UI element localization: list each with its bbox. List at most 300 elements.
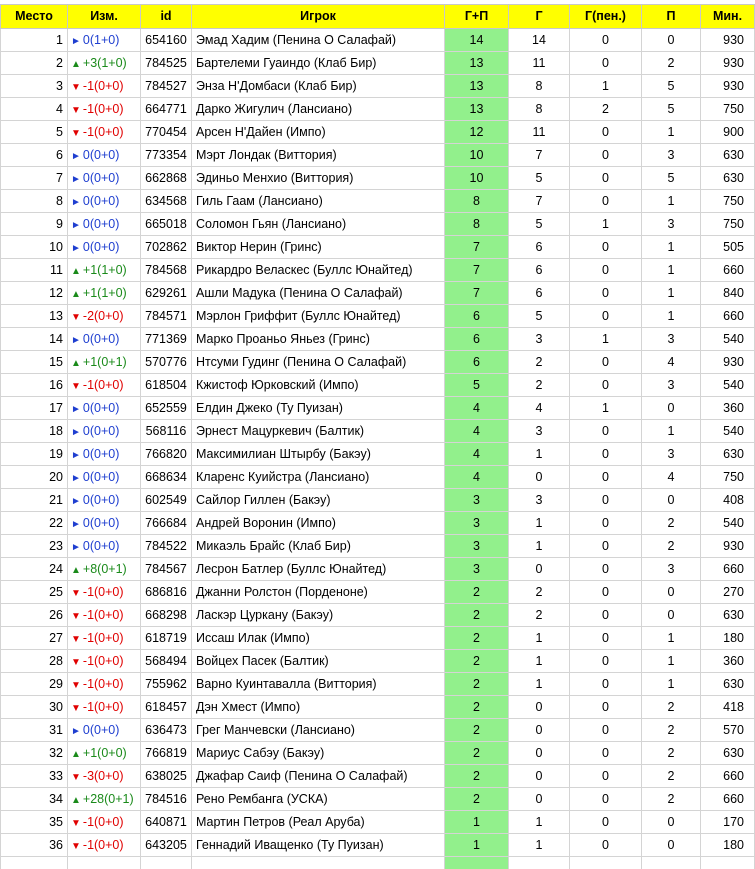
cell-assists[interactable]: 4	[642, 466, 701, 488]
table-row[interactable]	[0, 604, 755, 627]
cell-assists[interactable]: 1	[642, 282, 701, 304]
cell-assists[interactable]: 1	[642, 190, 701, 212]
cell-change[interactable]	[68, 121, 141, 143]
cell-id[interactable]: 770454	[141, 121, 192, 143]
cell-penalty-goals[interactable]: 0	[570, 259, 642, 281]
cell-minutes[interactable]: 360	[701, 650, 755, 672]
cell-place[interactable]: 1	[0, 29, 68, 51]
cell-assists[interactable]: 1	[642, 627, 701, 649]
cell-goals-plus-assists[interactable]: 4	[445, 466, 509, 488]
cell-player[interactable]: Джанни Ролстон (Порденоне)	[192, 581, 445, 603]
cell-player[interactable]: Иссаш Илак (Импо)	[192, 627, 445, 649]
cell-goals-plus-assists[interactable]: 6	[445, 351, 509, 373]
cell-place[interactable]: 28	[0, 650, 68, 672]
cell-goals[interactable]: 1	[509, 811, 570, 833]
cell-id[interactable]: 755962	[141, 673, 192, 695]
cell-goals-plus-assists[interactable]: 3	[445, 512, 509, 534]
cell-goals[interactable]: 1	[509, 443, 570, 465]
cell-penalty-goals[interactable]: 2	[570, 98, 642, 120]
cell-id[interactable]: 784568	[141, 259, 192, 281]
table-row[interactable]	[0, 535, 755, 558]
cell-player[interactable]: Арсен Н'Дайен (Импо)	[192, 121, 445, 143]
cell-penalty-goals[interactable]: 0	[570, 351, 642, 373]
cell-place[interactable]: 30	[0, 696, 68, 718]
cell-change[interactable]	[68, 604, 141, 626]
cell-player[interactable]: Андрей Воронин (Импо)	[192, 512, 445, 534]
cell-id[interactable]: 634568	[141, 190, 192, 212]
cell-minutes[interactable]: 630	[701, 673, 755, 695]
cell-place[interactable]: 15	[0, 351, 68, 373]
cell-goals-plus-assists[interactable]: 10	[445, 167, 509, 189]
cell-place[interactable]: 27	[0, 627, 68, 649]
cell-minutes[interactable]: 540	[701, 374, 755, 396]
cell-place[interactable]: 17	[0, 397, 68, 419]
cell-penalty-goals[interactable]: 0	[570, 811, 642, 833]
table-row[interactable]	[0, 167, 755, 190]
cell-player[interactable]: Гиль Гаам (Лансиано)	[192, 190, 445, 212]
table-row[interactable]	[0, 627, 755, 650]
cell-minutes[interactable]: 660	[701, 259, 755, 281]
cell-place[interactable]: 10	[0, 236, 68, 258]
cell-id[interactable]: 629261	[141, 282, 192, 304]
cell-place[interactable]: 5	[0, 121, 68, 143]
cell-player[interactable]: Геннадий Иващенко (Ту Пуизан)	[192, 834, 445, 856]
cell-id[interactable]: 638025	[141, 765, 192, 787]
cell-goals-plus-assists[interactable]: 2	[445, 581, 509, 603]
cell-goals[interactable]: 0	[509, 765, 570, 787]
cell-goals-plus-assists[interactable]: 7	[445, 282, 509, 304]
cell-player[interactable]: Бартелеми Гуаиндо (Клаб Бир)	[192, 52, 445, 74]
cell-goals-plus-assists[interactable]: 3	[445, 558, 509, 580]
cell-change[interactable]	[68, 259, 141, 281]
cell-change[interactable]	[68, 328, 141, 350]
cell-change[interactable]	[68, 811, 141, 833]
cell-place[interactable]: 25	[0, 581, 68, 603]
cell-goals-plus-assists[interactable]: 2	[445, 696, 509, 718]
cell-minutes[interactable]: 660	[701, 305, 755, 327]
cell-goals[interactable]: 0	[509, 558, 570, 580]
cell-minutes[interactable]: 630	[701, 443, 755, 465]
cell-assists[interactable]: 0	[642, 397, 701, 419]
cell-goals[interactable]: 0	[509, 466, 570, 488]
cell-minutes[interactable]: 570	[701, 719, 755, 741]
cell-assists[interactable]: 1	[642, 305, 701, 327]
cell-change[interactable]	[68, 489, 141, 511]
cell-id[interactable]: 766820	[141, 443, 192, 465]
table-row[interactable]	[0, 282, 755, 305]
cell-player[interactable]: Кжистоф Юрковский (Импо)	[192, 374, 445, 396]
cell-id[interactable]: 618457	[141, 696, 192, 718]
table-row[interactable]	[0, 696, 755, 719]
cell-place[interactable]: 16	[0, 374, 68, 396]
cell-goals-plus-assists[interactable]: 2	[445, 673, 509, 695]
cell-penalty-goals[interactable]: 0	[570, 581, 642, 603]
cell-goals[interactable]: 2	[509, 351, 570, 373]
cell-place[interactable]: 36	[0, 834, 68, 856]
cell-assists[interactable]: 1	[642, 236, 701, 258]
cell-change[interactable]	[68, 696, 141, 718]
cell-place[interactable]: 8	[0, 190, 68, 212]
cell-assists[interactable]: 0	[642, 29, 701, 51]
table-row[interactable]	[0, 374, 755, 397]
cell-assists[interactable]: 2	[642, 52, 701, 74]
cell-id[interactable]: 568494	[141, 650, 192, 672]
cell-id[interactable]: 662868	[141, 167, 192, 189]
cell-place[interactable]: 12	[0, 282, 68, 304]
cell-change[interactable]	[68, 213, 141, 235]
cell-goals-plus-assists[interactable]: 3	[445, 489, 509, 511]
header-goals[interactable]: Г	[509, 5, 570, 28]
cell-minutes[interactable]: 660	[701, 558, 755, 580]
cell-player[interactable]: Джафар Саиф (Пенина О Салафай)	[192, 765, 445, 787]
cell-id[interactable]: 652559	[141, 397, 192, 419]
header-penalty-goals[interactable]: Г(пен.)	[570, 5, 642, 28]
cell-goals-plus-assists[interactable]: 2	[445, 788, 509, 810]
cell-player[interactable]: Мариус Сабэу (Бакэу)	[192, 742, 445, 764]
cell-assists[interactable]: 1	[642, 121, 701, 143]
table-row[interactable]	[0, 397, 755, 420]
cell-goals-plus-assists[interactable]: 4	[445, 420, 509, 442]
cell-minutes[interactable]: 660	[701, 765, 755, 787]
cell-assists[interactable]: 3	[642, 213, 701, 235]
cell-goals-plus-assists[interactable]: 2	[445, 627, 509, 649]
cell-id[interactable]: 618504	[141, 374, 192, 396]
cell-place[interactable]: 29	[0, 673, 68, 695]
cell-penalty-goals[interactable]: 0	[570, 29, 642, 51]
cell-change[interactable]	[68, 236, 141, 258]
cell-goals[interactable]: 2	[509, 604, 570, 626]
cell-goals[interactable]: 6	[509, 236, 570, 258]
cell-place[interactable]: 14	[0, 328, 68, 350]
cell-place[interactable]: 11	[0, 259, 68, 281]
table-row[interactable]	[0, 765, 755, 788]
table-row[interactable]	[0, 190, 755, 213]
cell-change[interactable]	[68, 673, 141, 695]
cell-id[interactable]: 784571	[141, 305, 192, 327]
table-row[interactable]	[0, 305, 755, 328]
cell-goals[interactable]: 0	[509, 719, 570, 741]
table-row[interactable]	[0, 581, 755, 604]
cell-penalty-goals[interactable]: 0	[570, 167, 642, 189]
cell-assists[interactable]: 2	[642, 788, 701, 810]
cell-assists[interactable]: 2	[642, 535, 701, 557]
cell-id[interactable]: 640871	[141, 811, 192, 833]
cell-player[interactable]: Войцех Пасек (Балтик)	[192, 650, 445, 672]
cell-change[interactable]	[68, 351, 141, 373]
table-row[interactable]	[0, 213, 755, 236]
cell-player[interactable]: Мартин Петров (Реал Аруба)	[192, 811, 445, 833]
cell-assists[interactable]: 2	[642, 719, 701, 741]
cell-goals-plus-assists[interactable]: 6	[445, 328, 509, 350]
cell-assists[interactable]: 3	[642, 374, 701, 396]
cell-goals-plus-assists[interactable]: 14	[445, 29, 509, 51]
cell-minutes[interactable]: 180	[701, 627, 755, 649]
cell-change[interactable]	[68, 52, 141, 74]
cell-id[interactable]: 766819	[141, 742, 192, 764]
cell-id[interactable]: 773354	[141, 144, 192, 166]
cell-id[interactable]: 654160	[141, 29, 192, 51]
cell-assists[interactable]: 0	[642, 811, 701, 833]
cell-minutes[interactable]: 180	[701, 834, 755, 856]
cell-goals-plus-assists[interactable]: 4	[445, 397, 509, 419]
cell-assists[interactable]: 2	[642, 765, 701, 787]
cell-goals-plus-assists[interactable]: 13	[445, 75, 509, 97]
cell-change[interactable]	[68, 765, 141, 787]
table-row[interactable]	[0, 742, 755, 765]
cell-place[interactable]: 7	[0, 167, 68, 189]
cell-place[interactable]: 6	[0, 144, 68, 166]
cell-goals[interactable]: 4	[509, 397, 570, 419]
cell-minutes[interactable]: 540	[701, 512, 755, 534]
table-row[interactable]	[0, 98, 755, 121]
cell-place[interactable]: 20	[0, 466, 68, 488]
cell-player[interactable]: Дарко Жигулич (Лансиано)	[192, 98, 445, 120]
table-row[interactable]	[0, 144, 755, 167]
cell-goals-plus-assists[interactable]: 13	[445, 98, 509, 120]
cell-change[interactable]	[68, 581, 141, 603]
cell-goals-plus-assists[interactable]: 1	[445, 811, 509, 833]
table-row[interactable]	[0, 121, 755, 144]
cell-change[interactable]	[68, 466, 141, 488]
cell-goals[interactable]: 11	[509, 52, 570, 74]
cell-assists[interactable]: 1	[642, 673, 701, 695]
cell-player[interactable]: Дэн Хмест (Импо)	[192, 696, 445, 718]
cell-goals[interactable]: 7	[509, 190, 570, 212]
cell-assists[interactable]: 5	[642, 98, 701, 120]
cell-place[interactable]: 4	[0, 98, 68, 120]
cell-place[interactable]: 19	[0, 443, 68, 465]
cell-id[interactable]: 636473	[141, 719, 192, 741]
cell-change[interactable]	[68, 627, 141, 649]
cell-goals[interactable]: 3	[509, 489, 570, 511]
cell-change[interactable]	[68, 144, 141, 166]
cell-assists[interactable]: 2	[642, 742, 701, 764]
cell-player[interactable]: Энза Н'Домбаси (Клаб Бир)	[192, 75, 445, 97]
cell-minutes[interactable]: 630	[701, 604, 755, 626]
cell-change[interactable]	[68, 75, 141, 97]
cell-id[interactable]: 664771	[141, 98, 192, 120]
cell-player[interactable]: Елдин Джеко (Ту Пуизан)	[192, 397, 445, 419]
cell-penalty-goals[interactable]: 0	[570, 834, 642, 856]
cell-minutes[interactable]: 170	[701, 811, 755, 833]
cell-goals[interactable]: 11	[509, 121, 570, 143]
cell-goals-plus-assists[interactable]: 2	[445, 650, 509, 672]
cell-penalty-goals[interactable]: 0	[570, 765, 642, 787]
cell-goals-plus-assists[interactable]: 3	[445, 535, 509, 557]
cell-assists[interactable]: 0	[642, 604, 701, 626]
cell-penalty-goals[interactable]: 1	[570, 397, 642, 419]
cell-change[interactable]	[68, 305, 141, 327]
table-row[interactable]	[0, 29, 755, 52]
cell-goals-plus-assists[interactable]: 2	[445, 742, 509, 764]
cell-minutes[interactable]: 418	[701, 696, 755, 718]
cell-minutes[interactable]: 540	[701, 420, 755, 442]
cell-change[interactable]	[68, 742, 141, 764]
cell-goals[interactable]: 2	[509, 374, 570, 396]
cell-goals-plus-assists[interactable]: 12	[445, 121, 509, 143]
table-row[interactable]	[0, 673, 755, 696]
cell-penalty-goals[interactable]: 0	[570, 52, 642, 74]
cell-goals-plus-assists[interactable]: 4	[445, 443, 509, 465]
cell-goals[interactable]: 1	[509, 627, 570, 649]
cell-minutes[interactable]: 270	[701, 581, 755, 603]
cell-id[interactable]: 668298	[141, 604, 192, 626]
cell-place[interactable]: 23	[0, 535, 68, 557]
cell-place[interactable]: 9	[0, 213, 68, 235]
header-change[interactable]: Изм.	[68, 5, 141, 28]
cell-penalty-goals[interactable]: 0	[570, 788, 642, 810]
cell-minutes[interactable]: 540	[701, 328, 755, 350]
cell-goals[interactable]: 0	[509, 742, 570, 764]
header-goals-plus-assists[interactable]: Г+П	[445, 5, 509, 28]
cell-minutes[interactable]: 630	[701, 167, 755, 189]
cell-id[interactable]: 570776	[141, 351, 192, 373]
cell-penalty-goals[interactable]: 0	[570, 673, 642, 695]
cell-change[interactable]	[68, 29, 141, 51]
cell-player[interactable]: Виктор Нерин (Гринс)	[192, 236, 445, 258]
cell-assists[interactable]: 1	[642, 650, 701, 672]
cell-player[interactable]: Эдиньо Менхио (Виттория)	[192, 167, 445, 189]
cell-goals-plus-assists[interactable]: 6	[445, 305, 509, 327]
cell-goals[interactable]: 5	[509, 305, 570, 327]
cell-player[interactable]: Эмад Хадим (Пенина О Салафай)	[192, 29, 445, 51]
cell-change[interactable]	[68, 535, 141, 557]
cell-minutes[interactable]: 750	[701, 98, 755, 120]
cell-place[interactable]: 26	[0, 604, 68, 626]
cell-minutes[interactable]: 750	[701, 466, 755, 488]
table-row[interactable]	[0, 512, 755, 535]
cell-id[interactable]: 784527	[141, 75, 192, 97]
cell-goals[interactable]: 1	[509, 673, 570, 695]
cell-change[interactable]	[68, 558, 141, 580]
cell-player[interactable]: Ласкэр Цуркану (Бакэу)	[192, 604, 445, 626]
cell-penalty-goals[interactable]: 0	[570, 374, 642, 396]
table-row[interactable]	[0, 834, 755, 857]
table-row[interactable]	[0, 466, 755, 489]
table-row[interactable]	[0, 420, 755, 443]
cell-change[interactable]	[68, 788, 141, 810]
cell-goals-plus-assists[interactable]: 8	[445, 190, 509, 212]
cell-assists[interactable]: 5	[642, 167, 701, 189]
cell-assists[interactable]: 0	[642, 489, 701, 511]
cell-penalty-goals[interactable]: 0	[570, 121, 642, 143]
cell-penalty-goals[interactable]: 0	[570, 443, 642, 465]
cell-id[interactable]: 784525	[141, 52, 192, 74]
table-row[interactable]	[0, 328, 755, 351]
cell-place[interactable]: 32	[0, 742, 68, 764]
cell-minutes[interactable]: 930	[701, 351, 755, 373]
table-row[interactable]	[0, 351, 755, 374]
cell-penalty-goals[interactable]: 0	[570, 535, 642, 557]
cell-place[interactable]: 21	[0, 489, 68, 511]
cell-goals[interactable]: 0	[509, 788, 570, 810]
cell-goals[interactable]: 6	[509, 282, 570, 304]
cell-penalty-goals[interactable]: 1	[570, 75, 642, 97]
cell-place[interactable]: 31	[0, 719, 68, 741]
cell-assists[interactable]: 0	[642, 834, 701, 856]
cell-goals-plus-assists[interactable]: 2	[445, 765, 509, 787]
cell-id[interactable]: 784567	[141, 558, 192, 580]
cell-goals[interactable]: 6	[509, 259, 570, 281]
cell-minutes[interactable]: 930	[701, 52, 755, 74]
cell-goals[interactable]: 1	[509, 512, 570, 534]
cell-goals-plus-assists[interactable]: 7	[445, 236, 509, 258]
cell-id[interactable]: 784516	[141, 788, 192, 810]
cell-change[interactable]	[68, 650, 141, 672]
table-row[interactable]	[0, 52, 755, 75]
cell-penalty-goals[interactable]: 0	[570, 466, 642, 488]
cell-id[interactable]: 602549	[141, 489, 192, 511]
cell-assists[interactable]: 3	[642, 328, 701, 350]
cell-player[interactable]: Максимилиан Штырбу (Бакэу)	[192, 443, 445, 465]
cell-goals[interactable]: 1	[509, 650, 570, 672]
cell-id[interactable]: 771369	[141, 328, 192, 350]
cell-assists[interactable]: 1	[642, 259, 701, 281]
cell-change[interactable]	[68, 443, 141, 465]
header-minutes[interactable]: Мин.	[701, 5, 755, 28]
cell-id[interactable]: 702862	[141, 236, 192, 258]
cell-penalty-goals[interactable]: 0	[570, 696, 642, 718]
cell-assists[interactable]: 3	[642, 558, 701, 580]
cell-penalty-goals[interactable]: 0	[570, 489, 642, 511]
cell-penalty-goals[interactable]: 0	[570, 719, 642, 741]
cell-penalty-goals[interactable]: 1	[570, 328, 642, 350]
cell-change[interactable]	[68, 397, 141, 419]
cell-player[interactable]: Марко Проаньо Яньез (Гринс)	[192, 328, 445, 350]
cell-goals[interactable]: 7	[509, 144, 570, 166]
cell-player[interactable]: Микаэль Брайс (Клаб Бир)	[192, 535, 445, 557]
cell-place[interactable]: 35	[0, 811, 68, 833]
cell-minutes[interactable]: 750	[701, 190, 755, 212]
cell-penalty-goals[interactable]: 0	[570, 742, 642, 764]
cell-assists[interactable]: 5	[642, 75, 701, 97]
cell-place[interactable]: 22	[0, 512, 68, 534]
cell-penalty-goals[interactable]: 0	[570, 558, 642, 580]
cell-assists[interactable]: 2	[642, 696, 701, 718]
cell-id[interactable]: 784522	[141, 535, 192, 557]
cell-player[interactable]: Нтсуми Гудинг (Пенина О Салафай)	[192, 351, 445, 373]
cell-assists[interactable]: 1	[642, 420, 701, 442]
table-row[interactable]	[0, 75, 755, 98]
cell-id[interactable]: 686816	[141, 581, 192, 603]
cell-assists[interactable]: 0	[642, 581, 701, 603]
cell-id[interactable]: 668634	[141, 466, 192, 488]
cell-minutes[interactable]: 900	[701, 121, 755, 143]
cell-goals[interactable]: 5	[509, 213, 570, 235]
cell-place[interactable]: 34	[0, 788, 68, 810]
cell-change[interactable]	[68, 98, 141, 120]
cell-goals[interactable]: 1	[509, 834, 570, 856]
cell-place[interactable]: 18	[0, 420, 68, 442]
cell-change[interactable]	[68, 167, 141, 189]
cell-player[interactable]: Кларенс Куийстра (Лансиано)	[192, 466, 445, 488]
cell-minutes[interactable]: 750	[701, 213, 755, 235]
header-id[interactable]: id	[141, 5, 192, 28]
table-row[interactable]	[0, 558, 755, 581]
cell-minutes[interactable]: 360	[701, 397, 755, 419]
cell-id[interactable]: 665018	[141, 213, 192, 235]
cell-penalty-goals[interactable]: 0	[570, 305, 642, 327]
cell-change[interactable]	[68, 420, 141, 442]
cell-goals[interactable]: 1	[509, 535, 570, 557]
cell-penalty-goals[interactable]: 0	[570, 512, 642, 534]
cell-place[interactable]: 13	[0, 305, 68, 327]
cell-player[interactable]: Мэрт Лондак (Виттория)	[192, 144, 445, 166]
header-player[interactable]: Игрок	[192, 5, 445, 28]
cell-player[interactable]: Варно Куинтавалла (Виттория)	[192, 673, 445, 695]
cell-id[interactable]: 618719	[141, 627, 192, 649]
cell-goals[interactable]: 0	[509, 696, 570, 718]
